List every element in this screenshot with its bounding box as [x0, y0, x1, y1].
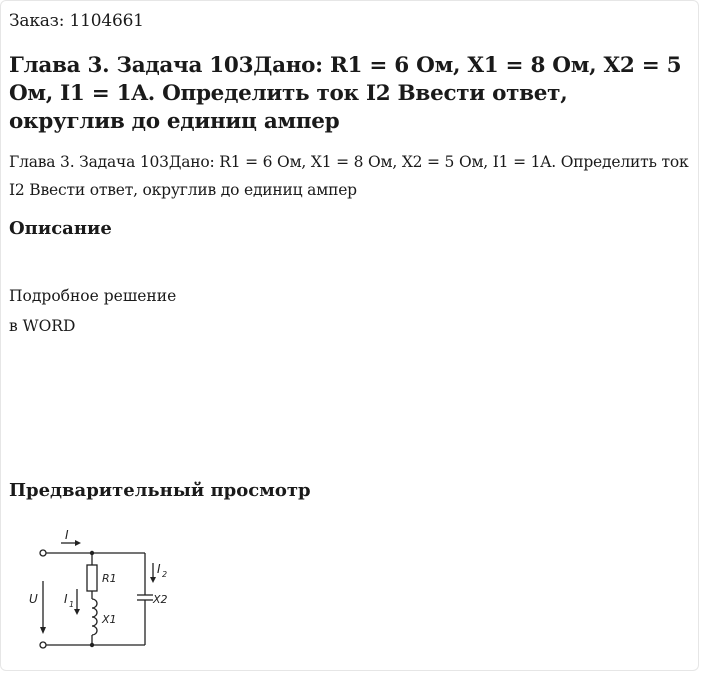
resistor-r1	[87, 565, 97, 591]
description-line: Подробное решение	[9, 287, 177, 305]
task-summary: Глава 3. Задача 103Дано: R1 = 6 Ом, X1 = 8 Ом, X2 = 5 Ом, I1 = 1A. Определить ток I2 Ввести ответ, округлив до единиц ампер	[9, 153, 689, 199]
label-current-i2-sub: 2	[162, 570, 168, 579]
description-text	[9, 281, 176, 341]
description-heading: Описание	[9, 218, 112, 239]
terminal-bottom	[40, 642, 46, 648]
preview-heading: Предварительный просмотр	[9, 480, 311, 501]
label-current-i2: I	[157, 562, 161, 576]
label-current-i1: I	[64, 592, 68, 606]
label-x2: X2	[153, 593, 168, 606]
inductor-x1	[92, 599, 97, 635]
order-number: Заказ: 1104661	[9, 11, 144, 31]
description-line: в WORD	[9, 317, 76, 335]
page-title: Глава 3. Задача 103Дано: R1 = 6 Ом, X1 = 8 Ом, X2 = 5 Ом, I1 = 1A. Определить ток I2 Ввести ответ, округлив до единиц ампер	[9, 53, 682, 134]
circuit-preview-image	[25, 519, 205, 659]
label-r1: R1	[102, 572, 117, 585]
label-current-i1-sub: 1	[69, 600, 75, 609]
terminal-top	[40, 550, 46, 556]
label-x1: X1	[102, 613, 117, 626]
label-current-i: I	[65, 528, 69, 542]
label-voltage-u: U	[29, 592, 38, 606]
